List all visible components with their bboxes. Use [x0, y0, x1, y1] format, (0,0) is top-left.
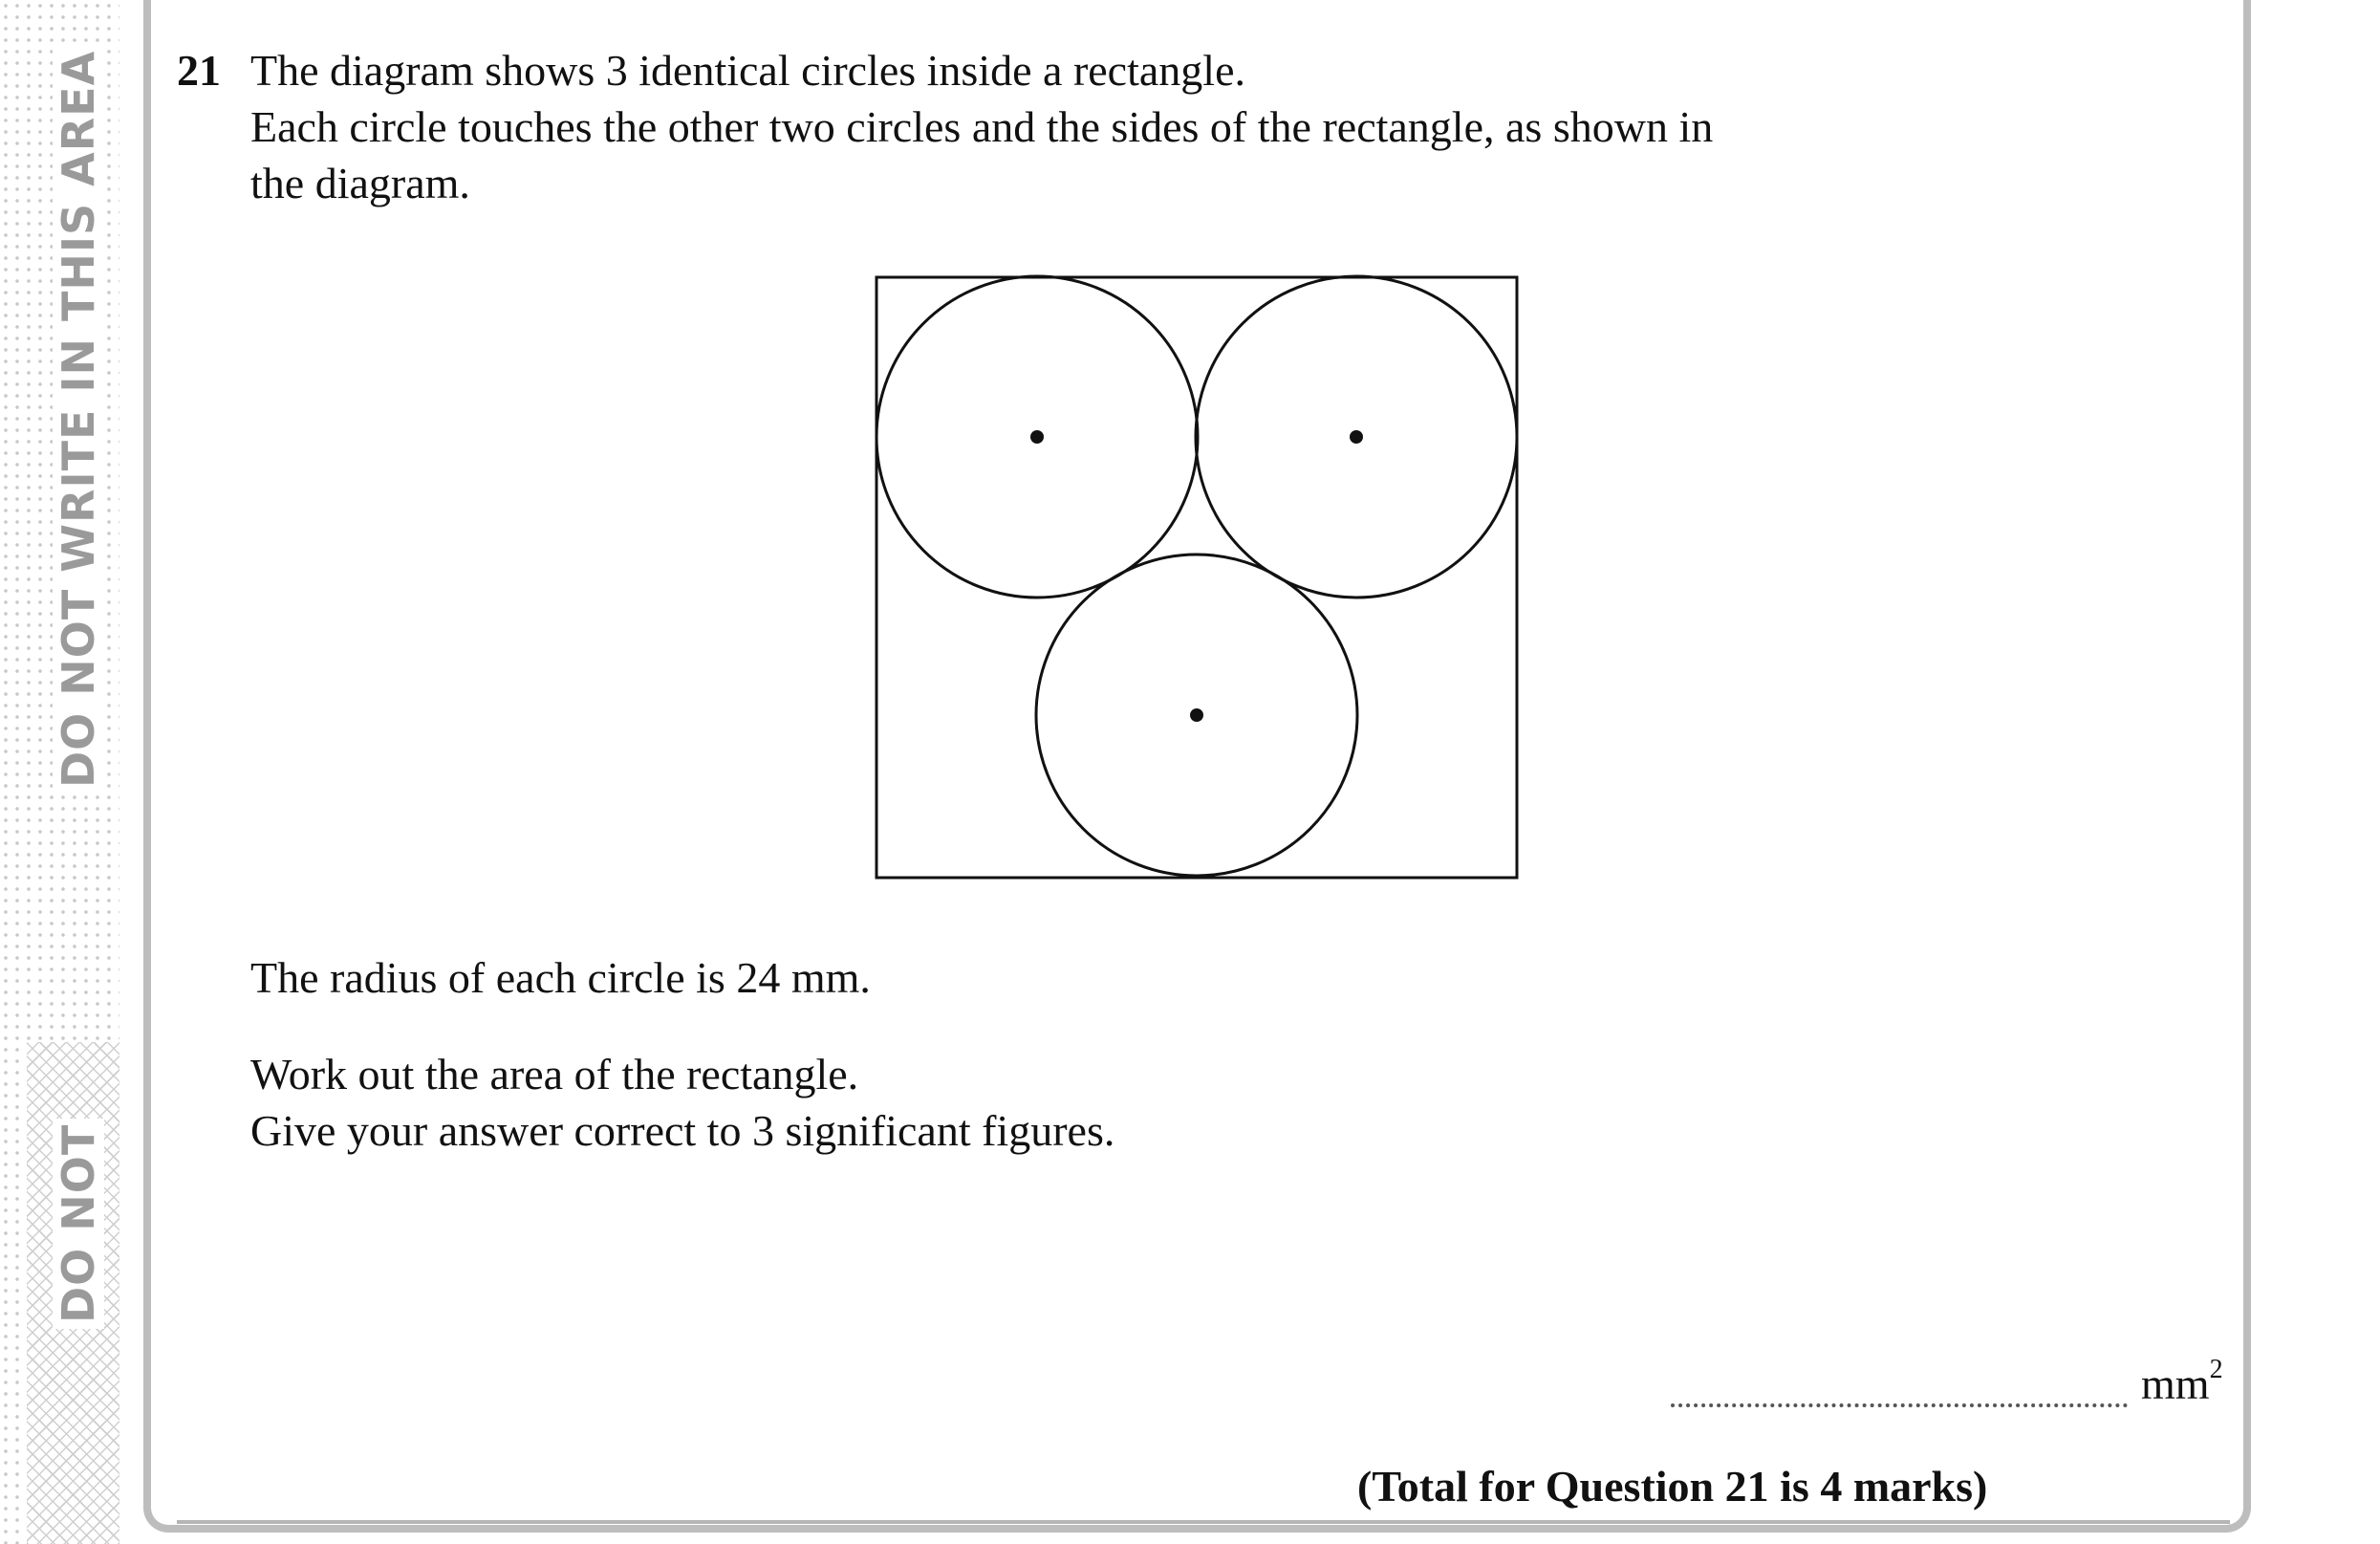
question-intro-line: Each circle touches the other two circles and the sides of the rectangle, as shown in	[250, 102, 1714, 151]
answer-line[interactable]	[1671, 1369, 2128, 1407]
margin-warning-label-lower: DO NOT	[53, 1119, 104, 1329]
instruction-line: Give your answer correct to 3 significant figures.	[250, 1106, 1115, 1155]
question-intro-line: The diagram shows 3 identical circles inside a rectangle.	[250, 46, 1245, 95]
total-marks: (Total for Question 21 is 4 marks)	[1357, 1462, 1988, 1511]
question-number: 21	[177, 46, 221, 95]
answer-unit-text: mm	[2141, 1359, 2210, 1408]
question-intro-line: the diagram.	[250, 159, 470, 207]
bottom-rule	[177, 1520, 2230, 1524]
instruction-line: Work out the area of the rectangle.	[250, 1050, 859, 1098]
radius-statement: The radius of each circle is 24 mm.	[250, 953, 871, 1002]
centre-dot-top-left	[1030, 430, 1044, 444]
margin-warning-label: DO NOT WRITE IN THIS AREA	[53, 45, 104, 794]
answer-unit	[2141, 1356, 2223, 1413]
answer-unit-power: 2	[2209, 1355, 2223, 1384]
centre-dot-top-right	[1350, 430, 1363, 444]
centre-dot-bottom	[1190, 708, 1203, 722]
rectangle	[876, 277, 1517, 878]
